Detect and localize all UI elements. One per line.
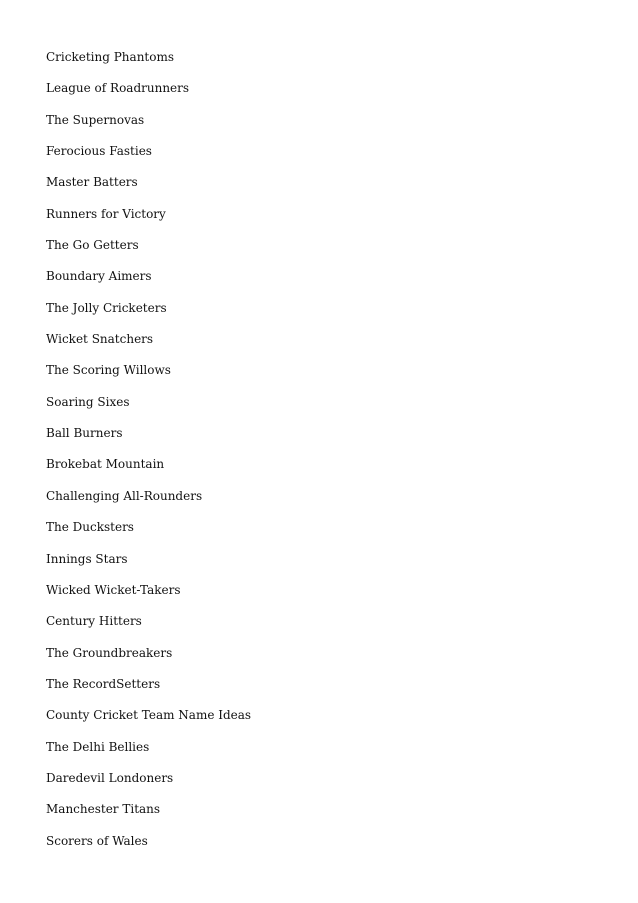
list-item: Ball Burners bbox=[46, 426, 123, 441]
list-item: County Cricket Team Name Ideas bbox=[46, 708, 252, 723]
list-item: Master Batters bbox=[46, 175, 138, 190]
list-item: Brokebat Mountain bbox=[46, 457, 165, 472]
list-item: The Groundbreakers bbox=[46, 645, 173, 660]
team-name-list bbox=[46, 48, 251, 863]
list-item: Soaring Sixes bbox=[46, 394, 130, 409]
list-item: The Supernovas bbox=[46, 112, 145, 127]
list-item: The Jolly Cricketers bbox=[46, 300, 167, 315]
list-item: Boundary Aimers bbox=[46, 269, 152, 284]
list-item: The Go Getters bbox=[46, 238, 139, 253]
list-item: Cricketing Phantoms bbox=[46, 50, 175, 64]
list-item: Challenging All-Rounders bbox=[46, 488, 203, 503]
list-item: Innings Stars bbox=[46, 551, 128, 566]
list-item: The Delhi Bellies bbox=[46, 739, 150, 754]
list-item: The Ducksters bbox=[46, 520, 134, 535]
list-item: The Scoring Willows bbox=[46, 363, 171, 378]
list-item: Runners for Victory bbox=[46, 206, 166, 221]
list-item: Daredevil Londoners bbox=[46, 770, 174, 785]
list-item: League of Roadrunners bbox=[46, 81, 190, 96]
list-item: Scorers of Wales bbox=[46, 833, 148, 848]
list-item: Century Hitters bbox=[46, 614, 142, 629]
list-item: Wicket Snatchers bbox=[46, 332, 154, 347]
list-item: The RecordSetters bbox=[46, 676, 161, 691]
list-item: Ferocious Fasties bbox=[46, 144, 152, 159]
list-item: Manchester Titans bbox=[46, 802, 161, 817]
list-item: Wicked Wicket-Takers bbox=[46, 582, 181, 597]
